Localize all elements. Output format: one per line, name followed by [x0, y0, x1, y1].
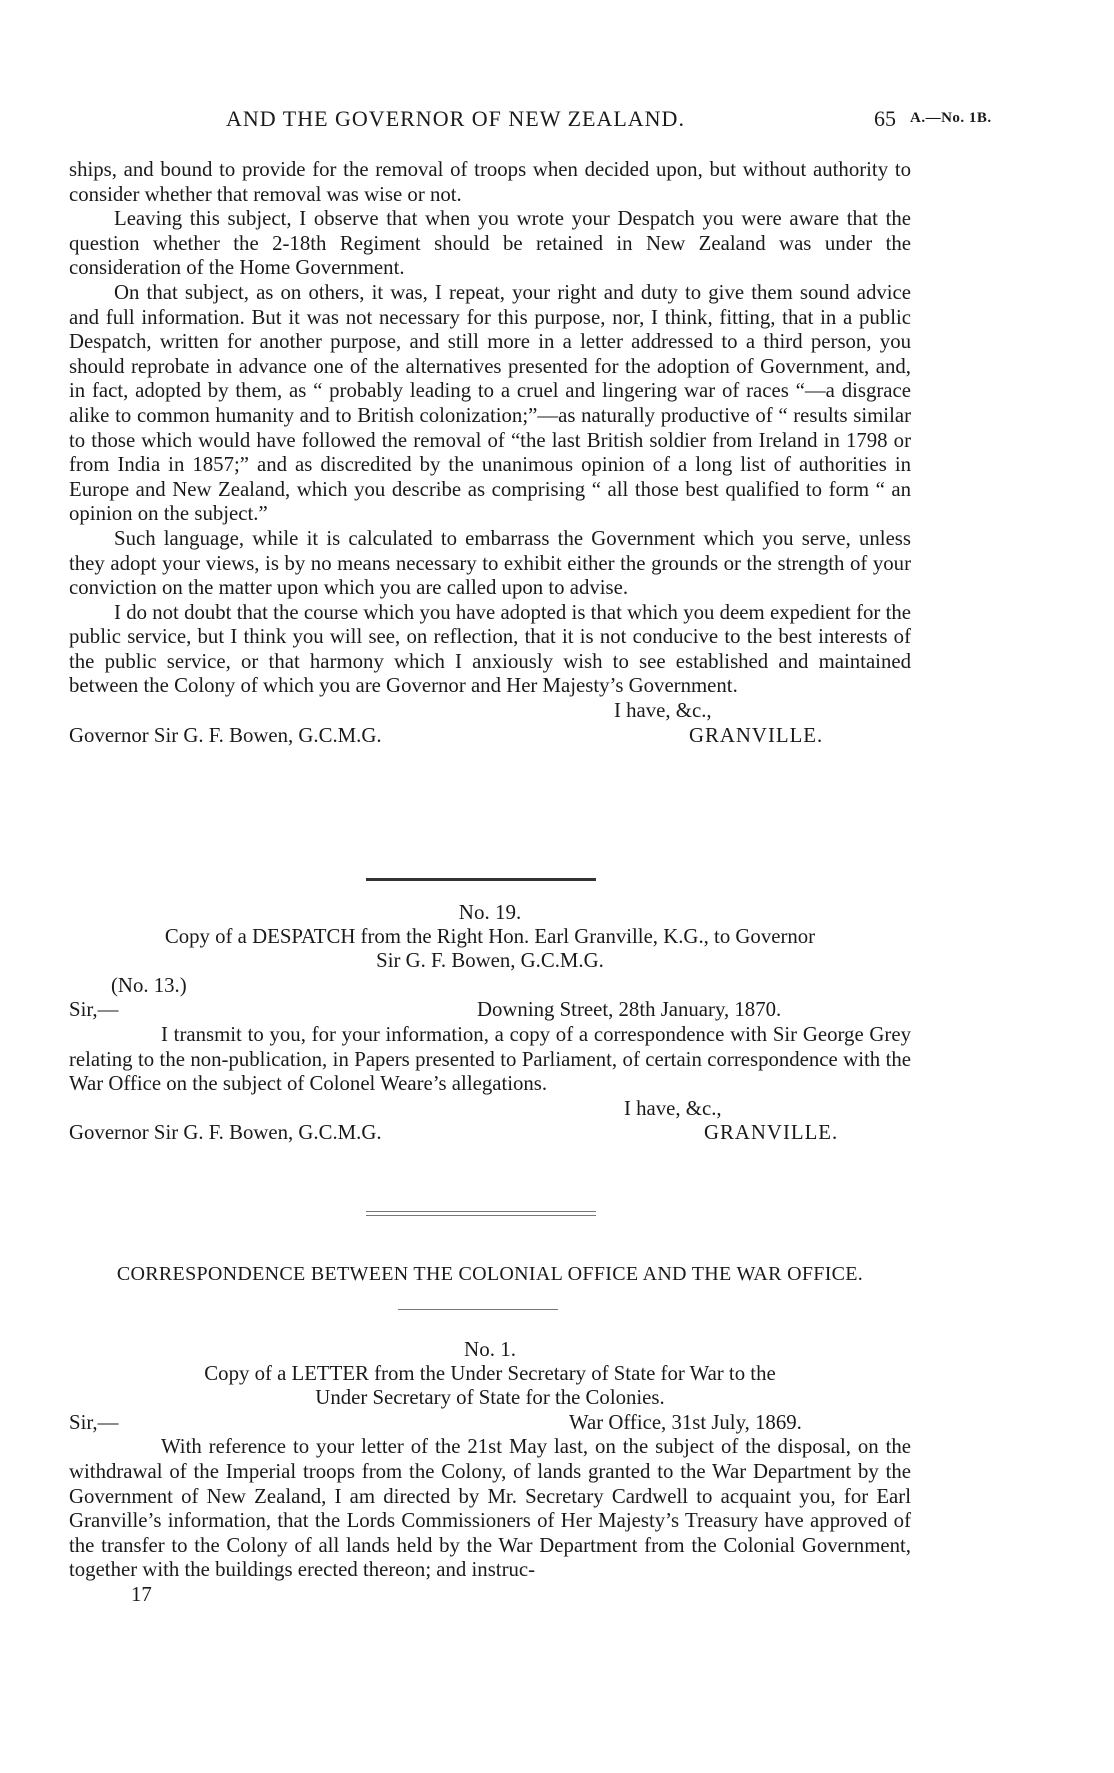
- section-divider: [398, 1309, 558, 1310]
- paragraph-continuation: ships, and bound to provide for the removal of troops when decided upon, but without authority to consider whether that removal was wise or not.: [69, 158, 911, 206]
- paragraph: On that subject, as on others, it was, I repeat, your right and duty to give them sound advice and full information. But it was not necessary for this purpose, nor, I think, fitting, that in a public Despatch, written for another purpose, and still more in a letter addressed to a third person, you should reprobate in advance one of the alternatives presented for the adoption of Government, and, in fact, adopted by them, as “ probably leading to a cruel and lingering war of races “—a disgrace alike to common humanity and to British colonization;”—as naturally productive of “ results similar to those which would have followed the removal of “the last British soldier from Ireland in 1798 or from India in 1857;” and as discredited by the unanimous opinion of a long list of authorities in Europe and New Zealand, which you describe as comprising “ all those best qualified to form “ an opinion on the subject.”: [69, 280, 911, 526]
- section-title-block: [69, 1262, 911, 1287]
- paragraph: I transmit to you, for your information, a copy of a correspondence with Sir George Grey relating to the non-publication, in Papers presented to Parliament, of certain correspondence with the War Office on the subject of Colonel Weare’s allegations.: [69, 1022, 911, 1096]
- document-heading: Copy of a LETTER from the Under Secretary of State for War to the: [204, 1361, 776, 1385]
- salutation: Sir,—: [69, 1410, 119, 1434]
- paragraph: Leaving this subject, I observe that when you wrote your Despatch you were aware that the question whether the 2-18th Regiment should be retained in New Zealand was under the consideration of the Home Government.: [69, 207, 911, 280]
- salutation: Sir,—: [69, 998, 119, 1022]
- section-title: CORRESPONDENCE BETWEEN THE COLONIAL OFFICE AND THE WAR OFFICE.: [116, 1263, 864, 1285]
- document-heading: Copy of a DESPATCH from the Right Hon. Earl Granville, K.G., to Governor: [164, 924, 816, 948]
- addressee: Governor Sir G. F. Bowen, G.C.M.G.: [69, 1121, 382, 1145]
- document-heading: Sir G. F. Bowen, G.C.M.G.: [376, 949, 604, 973]
- paragraph: With reference to your letter of the 21st May last, on the subject of the disposal, on the withdrawal of the Imperial troops from the Colony, of lands granted to the War Department by the Government of New Zealand, I am directed by Mr. Secretary Cardwell to acquaint you, for Earl Granville’s information, that the Lords Commissioners of Her Majesty’s Treasury have approved of the transfer to the Colony of all lands held by the War Department from the Colonial Government, together with the buildings erected thereon; and instruc-: [69, 1435, 911, 1582]
- signature-line: [69, 1121, 911, 1146]
- closing: I have, &c.,: [624, 1096, 722, 1120]
- section-divider: [366, 1215, 596, 1216]
- running-title: AND THE GOVERNOR OF NEW ZEALAND.: [226, 106, 685, 131]
- document-number: No. 19.: [458, 900, 522, 924]
- salutation-line: [69, 998, 911, 1023]
- place-date: Downing Street, 28th January, 1870.: [477, 998, 782, 1022]
- section-divider: [366, 1211, 596, 1212]
- letter-end: [69, 158, 911, 748]
- page-number: 65: [874, 106, 896, 131]
- document-heading: Under Secretary of State for the Colonies.: [315, 1386, 665, 1410]
- closing-line: [69, 1097, 911, 1122]
- addressee: Governor Sir G. F. Bowen, G.C.M.G.: [69, 723, 382, 747]
- despatch-no-19: [69, 900, 911, 1146]
- page-header: [0, 106, 1114, 132]
- section-divider: [366, 878, 596, 881]
- printer-signature-mark: 17: [131, 1582, 152, 1606]
- series-mark: A.—No. 1B.: [910, 110, 992, 126]
- paragraph: Such language, while it is calculated to embarrass the Government which you serve, unless they adopt your views, is by no means necessary to exhibit either the grounds or the strength of your conviction on the matter upon which you are called upon to advise.: [69, 526, 911, 600]
- letter-no-1: [69, 1337, 911, 1608]
- salutation-line: [69, 1411, 911, 1436]
- despatch-reference: (No. 13.): [111, 973, 187, 997]
- place-date: War Office, 31st July, 1869.: [569, 1410, 802, 1434]
- signature-line: [69, 724, 911, 749]
- closing: I have, &c.,: [614, 699, 712, 723]
- signature: GRANVILLE.: [704, 1121, 839, 1145]
- paragraph: I do not doubt that the course which you have adopted is that which you deem expedient for the public service, but I think you will see, on reflection, that it is not conducive to the best interests of the public service, or that harmony which I anxiously wish to see established and maintained between the Colony of which you are Governor and Her Majesty’s Government.: [69, 600, 911, 698]
- closing-line: [69, 699, 911, 724]
- signature: GRANVILLE.: [689, 723, 824, 747]
- document-number: No. 1.: [464, 1337, 516, 1361]
